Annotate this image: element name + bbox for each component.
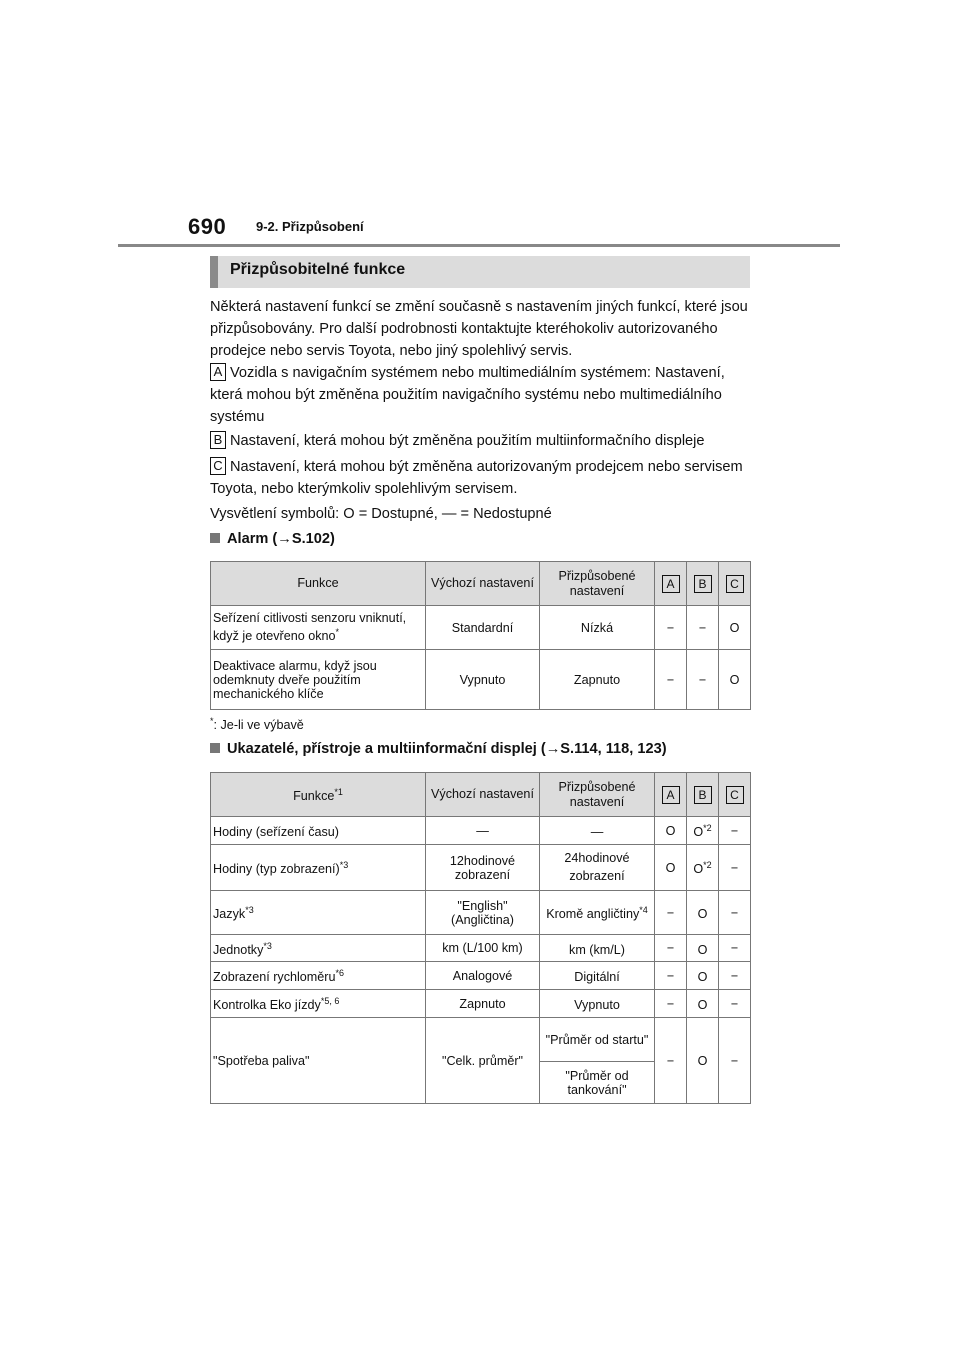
cell-c: − (719, 990, 751, 1018)
cell-text: Jednotky (213, 943, 264, 958)
cell-b (687, 845, 719, 891)
footnote-mark: *2 (703, 823, 712, 834)
cell-text: Seřízení citlivosti senzoru vniknutí, když je otevřeno okno (213, 611, 407, 644)
col-b-label: B (694, 575, 712, 593)
col-c (719, 562, 751, 606)
cell-c: − (719, 845, 751, 891)
cell-b: − (687, 606, 719, 650)
col-custom: Přizpůsobené nastavení (540, 562, 655, 606)
col-b (687, 773, 719, 817)
cell-custom (540, 990, 655, 1018)
cell-a: − (655, 650, 687, 710)
tag-c: C (210, 457, 226, 475)
cell-default: Analogové (426, 962, 540, 990)
cell-b (687, 962, 719, 990)
cell-default: Vypnuto (426, 650, 540, 710)
section1-heading (210, 531, 335, 547)
table-row (211, 891, 751, 935)
cell-funkce: Deaktivace alarmu, když jsou odemknuty dveře použitím mechanického klíče (211, 650, 426, 710)
cell-c: − (719, 1018, 751, 1104)
col-c-label: C (726, 575, 744, 593)
cell-custom (540, 845, 655, 891)
col-a (655, 562, 687, 606)
col-b (687, 562, 719, 606)
section1-heading-text: Alarm (→S.102) (227, 531, 335, 547)
cell-default: km (L/100 km) (426, 935, 540, 962)
cell-default: Zapnuto (426, 990, 540, 1018)
cell-c: O (719, 606, 751, 650)
cell-funkce (211, 606, 426, 650)
cell-funkce (211, 845, 426, 891)
title-bar (210, 256, 750, 288)
cell-text: km (km/L) (569, 943, 625, 958)
cell-custom (540, 817, 655, 845)
cell-custom (540, 962, 655, 990)
cell-a: − (655, 1018, 687, 1104)
legend-a-text: Vozidla s navigačním systémem nebo multimediálním systémem: Nastavení, která mohou být změněna použitím navigačního systému nebo multimediálního systému (210, 365, 725, 425)
cell-default: — (426, 817, 540, 845)
col-c-label: C (726, 786, 744, 804)
cell-funkce (211, 935, 426, 962)
footnote-text: : Je-li ve výbavě (213, 718, 304, 733)
page-title: Přizpůsobitelné funkce (230, 261, 406, 278)
cell-text: 24hodinové zobrazení (564, 851, 630, 884)
section2-heading-text: Ukazatelé, přístroje a multiinformační displej (→S.114, 118, 123) (227, 741, 667, 757)
cell-text: Zobrazení rychloměru (213, 970, 336, 985)
cell-a: O (655, 845, 687, 891)
section-title: 9-2. Přizpůsobení (256, 219, 364, 234)
cell-c: − (719, 935, 751, 962)
table-row (211, 962, 751, 990)
cell-text: O (693, 825, 704, 840)
cell-a: − (655, 962, 687, 990)
footnote-mark: * (210, 716, 214, 726)
table-header-row (211, 773, 751, 817)
cell-custom (540, 935, 655, 962)
cell-b (687, 817, 719, 845)
footnote-mark: *1 (334, 786, 343, 797)
cell-text: O (697, 970, 708, 985)
col-funkce-text: Funkce (293, 789, 335, 804)
col-funkce (211, 773, 426, 817)
cell-text: O (697, 943, 708, 958)
cell-default: 12hodinové zobrazení (426, 845, 540, 891)
tag-b: B (210, 431, 226, 449)
section2-heading (210, 741, 667, 757)
footnote-mark: *6 (335, 968, 345, 979)
legend-a (210, 362, 755, 428)
alarm-table (210, 561, 751, 710)
table-row (211, 817, 751, 845)
cell-funkce (211, 990, 426, 1018)
col-custom: Přizpůsobené nastavení (540, 773, 655, 817)
cell-text: O (697, 907, 708, 922)
cell-c: − (719, 962, 751, 990)
col-a (655, 773, 687, 817)
cell-b (687, 990, 719, 1018)
col-b-label: B (694, 786, 712, 804)
intro-paragraph: Některá nastavení funkcí se změní současně s nastavením jiných funkcí, které jsou přizpůsobovány. Pro další podrobnosti kontaktujte kteréhokoliv autorizovaného prodejce nebo servis Toyota, nebo jiný spolehlivý servis. (210, 299, 748, 359)
table-row (211, 606, 751, 650)
cell-text: Hodiny (typ zobrazení) (213, 862, 340, 877)
footnote-mark: *3 (263, 940, 272, 951)
cell-text: O (693, 862, 704, 877)
cell-a: O (655, 817, 687, 845)
cell-text: Kromě angličtiny (546, 907, 640, 922)
cell-c: O (719, 650, 751, 710)
display-table (210, 772, 751, 1104)
cell-b (687, 891, 719, 935)
cell-a: − (655, 891, 687, 935)
footnote (210, 716, 304, 732)
heading-square-icon (210, 533, 220, 543)
cell-default: Standardní (426, 606, 540, 650)
cell-custom: "Průměr od tankování" (540, 1062, 655, 1104)
heading-square-icon (210, 743, 220, 753)
cell-default: "Celk. průměr" (426, 1018, 540, 1104)
cell-text: — (590, 825, 604, 840)
cell-text: Kontrolka Eko jízdy (213, 998, 321, 1013)
footnote-mark: *3 (339, 860, 349, 871)
footnote-mark: *2 (703, 860, 712, 871)
symbols-line: Vysvětlení symbolů: O = Dostupné, — = Nedostupné (210, 506, 552, 522)
cell-text: Hodiny (seřízení času) (213, 825, 339, 840)
table-header-row (211, 562, 751, 606)
col-default: Výchozí nastavení (426, 773, 540, 817)
footnote-mark: *3 (245, 905, 254, 916)
footnote-mark: *4 (639, 905, 648, 916)
cell-a: − (655, 990, 687, 1018)
cell-funkce (211, 817, 426, 845)
cell-custom: Nízká (540, 606, 655, 650)
legend-c-text: Nastavení, která mohou být změněna autorizovaným prodejcem nebo servisem Toyota, nebo kterýmkoliv spolehlivým servisem. (210, 459, 743, 497)
legend-b-text: Nastavení, která mohou být změněna použitím multiinformačního displeje (230, 433, 705, 449)
table-row (211, 990, 751, 1018)
col-funkce: Funkce (211, 562, 426, 606)
cell-funkce (211, 962, 426, 990)
cell-b (687, 935, 719, 962)
cell-custom (540, 891, 655, 935)
cell-text: O (697, 998, 708, 1013)
header-rule (118, 244, 840, 247)
legend-b (210, 430, 755, 452)
table-row (211, 650, 751, 710)
cell-b: − (687, 650, 719, 710)
col-a-label: A (662, 786, 680, 804)
table-row (211, 935, 751, 962)
col-default: Výchozí nastavení (426, 562, 540, 606)
tag-a: A (210, 363, 226, 381)
cell-c: − (719, 891, 751, 935)
page-number: 690 (188, 214, 227, 239)
cell-custom: "Průměr od startu" (540, 1018, 655, 1062)
cell-default: "English" (Angličtina) (426, 891, 540, 935)
cell-text: Jazyk (213, 907, 246, 922)
cell-b: O (687, 1018, 719, 1104)
table-row (211, 1018, 751, 1062)
cell-a: − (655, 935, 687, 962)
footnote-mark: * (335, 627, 340, 638)
cell-funkce (211, 891, 426, 935)
col-a-label: A (662, 575, 680, 593)
cell-text: Digitální (574, 970, 620, 985)
legend-c (210, 456, 755, 500)
cell-a: − (655, 606, 687, 650)
footnote-mark: *5, 6 (320, 996, 340, 1007)
cell-funkce: "Spotřeba paliva" (211, 1018, 426, 1104)
col-c (719, 773, 751, 817)
cell-c: − (719, 817, 751, 845)
table-row (211, 845, 751, 891)
cell-text: Vypnuto (574, 998, 620, 1013)
cell-custom: Zapnuto (540, 650, 655, 710)
